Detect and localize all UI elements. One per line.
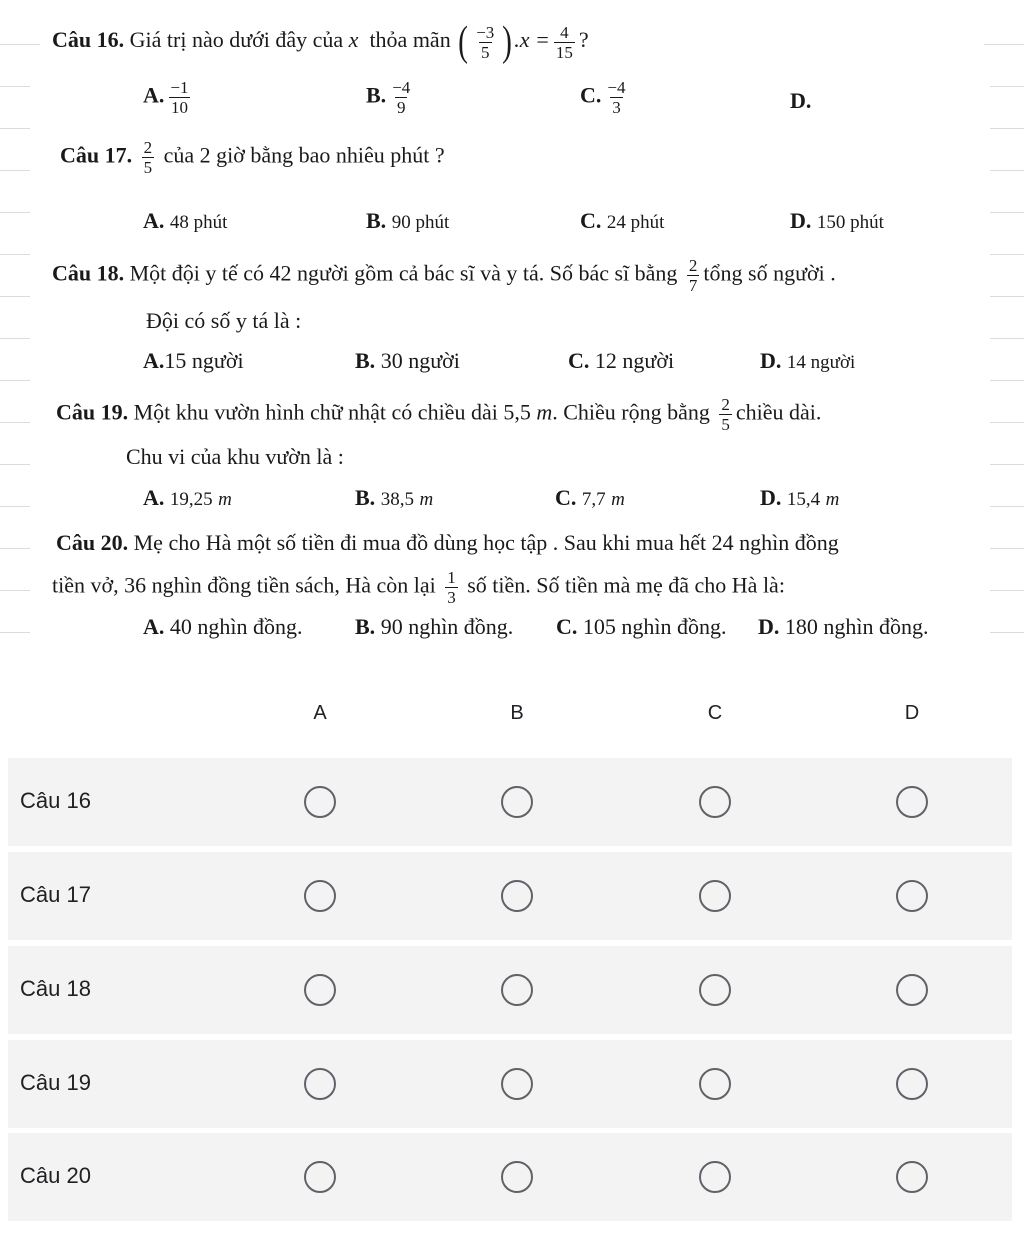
fraction-denominator: 3	[612, 98, 621, 117]
fraction-numerator: 2	[688, 256, 698, 275]
radio-button[interactable]	[501, 1161, 533, 1193]
option-b	[355, 614, 513, 640]
fraction-denominator: 5	[143, 158, 153, 177]
fraction-denominator: 15	[555, 42, 573, 62]
question-text: chiều dài.	[735, 399, 822, 425]
rule-line	[990, 338, 1024, 339]
rule-line	[990, 506, 1024, 507]
fraction	[390, 78, 412, 117]
fraction	[687, 256, 700, 295]
option-b	[355, 485, 433, 513]
question-text: tổng số người .	[703, 260, 836, 286]
option-a	[143, 78, 194, 117]
option-text: 24 phút	[606, 212, 665, 233]
option-text: 90 phút	[391, 212, 450, 233]
grid-row-label: Câu 17	[20, 882, 91, 907]
question-number: Câu 18.	[52, 260, 125, 286]
grid-row	[8, 758, 1012, 846]
option-letter: C.	[556, 614, 578, 639]
option-letter: B.	[355, 485, 376, 510]
option-letter: A.	[143, 348, 165, 373]
option-letter: D.	[760, 348, 782, 373]
option-text: 150 phút	[816, 212, 884, 233]
radio-button[interactable]	[304, 1068, 336, 1100]
option-letter: C.	[555, 485, 577, 510]
question-17	[60, 138, 445, 177]
radio-button[interactable]	[304, 974, 336, 1006]
fraction-numerator: −4	[392, 78, 411, 97]
rule-line	[0, 422, 30, 423]
question-number: Câu 17.	[60, 142, 133, 168]
fraction-numerator: −3	[476, 22, 495, 42]
fraction-numerator: −4	[607, 78, 626, 97]
fraction	[554, 23, 575, 62]
option-letter: C.	[568, 348, 590, 373]
rule-line	[0, 506, 30, 507]
rule-line	[990, 422, 1024, 423]
option-a	[143, 614, 303, 640]
grid-column-header: D	[904, 702, 920, 724]
question-20-line2	[52, 568, 785, 607]
option-text: 180 nghìn đồng.	[784, 614, 929, 639]
question-text: Mẹ cho Hà một số tiền đi mua đồ dùng học tập . Sau khi mua hết 24 nghìn đồng	[133, 530, 839, 555]
grid-row-label: Câu 18	[20, 976, 91, 1001]
rule-line	[990, 632, 1024, 633]
fraction	[474, 23, 496, 62]
grid-column-header: B	[510, 702, 524, 724]
rule-line	[990, 296, 1024, 297]
option-letter: B.	[355, 614, 376, 639]
rule-line	[990, 590, 1024, 591]
option-a	[143, 485, 232, 513]
rule-line	[990, 86, 1024, 87]
radio-button[interactable]	[501, 1068, 533, 1100]
option-text: 105 nghìn đồng.	[582, 614, 727, 639]
question-18-line2: Đội có số y tá là :	[146, 308, 302, 333]
rule-line	[0, 170, 30, 171]
fraction-denominator: 9	[396, 98, 406, 117]
radio-button[interactable]	[304, 786, 336, 818]
unit: m	[536, 399, 553, 425]
question-number: Câu 16.	[52, 27, 125, 53]
fraction	[605, 78, 627, 117]
left-paren: (	[458, 19, 469, 65]
rule-line	[990, 254, 1024, 255]
radio-button[interactable]	[896, 880, 928, 912]
grid-row	[8, 1040, 1012, 1128]
radio-button[interactable]	[699, 880, 731, 912]
option-c	[568, 348, 674, 374]
option-b	[355, 348, 460, 374]
radio-button[interactable]	[896, 974, 928, 1006]
option-d	[790, 208, 884, 236]
equation-x: .x =	[514, 27, 550, 53]
option-c	[556, 614, 727, 640]
rule-line	[0, 254, 30, 255]
question-text: của 2 giờ bằng bao nhiêu phút ?	[163, 142, 445, 168]
rule-line	[0, 338, 30, 339]
option-text: 14 người	[786, 352, 856, 373]
option-letter: D.	[758, 614, 780, 639]
option-d	[760, 348, 855, 376]
rule-line	[990, 548, 1024, 549]
fraction-numerator: −1	[170, 78, 189, 97]
grid-row	[8, 946, 1012, 1034]
option-unit: m	[419, 489, 434, 510]
question-number: Câu 20.	[56, 530, 129, 555]
rule-line	[990, 464, 1024, 465]
grid-row-label: Câu 20	[20, 1163, 91, 1188]
radio-button[interactable]	[896, 1068, 928, 1100]
fraction-numerator: 2	[721, 395, 730, 414]
rule-line	[0, 380, 30, 381]
question-text: Một đội y tế có 42 người gồm cả bác sĩ và y tá. Số bác sĩ bằng	[129, 260, 678, 286]
option-letter: D.	[790, 88, 812, 113]
option-letter: B.	[366, 82, 387, 108]
option-c	[580, 208, 664, 236]
radio-button[interactable]	[699, 1161, 731, 1193]
question-18	[52, 256, 836, 295]
grid-row-label: Câu 16	[20, 788, 91, 813]
option-letter: B.	[366, 208, 387, 233]
option-unit: m	[218, 489, 232, 510]
rule-line	[0, 464, 30, 465]
radio-button[interactable]	[501, 974, 533, 1006]
rule-line	[0, 128, 30, 129]
radio-button[interactable]	[699, 786, 731, 818]
question-number: Câu 19.	[56, 399, 129, 425]
option-text: 90 nghìn đồng.	[380, 614, 514, 639]
option-c	[555, 485, 625, 513]
option-text: 40 nghìn đồng.	[169, 614, 303, 639]
option-letter: A.	[143, 614, 165, 639]
radio-button[interactable]	[896, 786, 928, 818]
option-letter: B.	[355, 348, 376, 373]
rule-line	[0, 212, 30, 213]
question-text: số tiền. Số tiền mà mẹ đã cho Hà là:	[467, 572, 785, 598]
question-16	[52, 19, 589, 65]
question-19	[56, 395, 821, 434]
fraction	[719, 395, 732, 434]
radio-button[interactable]	[699, 974, 731, 1006]
option-b	[366, 208, 449, 236]
rule-line	[990, 128, 1024, 129]
question-text: tiền vở, 36 nghìn đồng tiền sách, Hà còn lại	[52, 572, 436, 598]
grid-row	[8, 1133, 1012, 1221]
option-letter: A.	[143, 208, 165, 233]
grid-row-label: Câu 19	[20, 1070, 91, 1095]
option-d	[790, 88, 811, 114]
option-letter: C.	[580, 82, 602, 108]
question-text: Một khu vườn hình chữ nhật có chiều dài 5,5	[133, 399, 531, 425]
fraction-denominator: 5	[721, 415, 730, 434]
question-text: Giá trị nào dưới đây của	[129, 27, 344, 53]
option-c	[580, 78, 631, 117]
option-b	[366, 78, 416, 117]
option-value: 15,4	[786, 489, 821, 510]
option-text: 48 phút	[169, 212, 228, 233]
fraction	[142, 138, 155, 177]
question-text: . Chiều rộng bằng	[552, 399, 710, 425]
option-value: 38,5	[380, 489, 414, 510]
option-letter: A.	[143, 82, 165, 108]
option-d	[760, 485, 839, 513]
option-unit: m	[611, 489, 625, 510]
fraction-numerator: 4	[560, 22, 569, 42]
rule-line	[0, 86, 30, 87]
option-letter: D.	[760, 485, 782, 510]
option-text: 30 người	[380, 348, 460, 373]
fraction-denominator: 7	[688, 276, 698, 295]
rule-line	[984, 44, 1024, 45]
rule-line	[0, 632, 30, 633]
radio-button[interactable]	[304, 880, 336, 912]
question-19-line2: Chu vi của khu vườn là :	[126, 444, 344, 469]
grid-column-header: A	[313, 702, 327, 724]
question-mark: ?	[578, 27, 589, 53]
fraction	[445, 568, 458, 607]
option-a	[143, 348, 244, 374]
grid-row	[8, 852, 1012, 940]
fraction-denominator: 5	[481, 42, 490, 62]
rule-line	[0, 548, 30, 549]
option-a	[143, 208, 227, 236]
rule-line	[990, 212, 1024, 213]
radio-button[interactable]	[501, 880, 533, 912]
rule-line	[0, 296, 30, 297]
variable-x: x	[348, 27, 359, 53]
option-d	[758, 614, 929, 640]
option-text: 15 người	[164, 348, 244, 373]
grid-column-header: C	[707, 702, 723, 724]
radio-button[interactable]	[699, 1068, 731, 1100]
fraction-numerator: 1	[447, 568, 456, 587]
option-unit: m	[825, 489, 840, 510]
rule-line	[0, 590, 30, 591]
question-20	[56, 530, 839, 556]
question-text: thỏa mãn	[369, 27, 451, 53]
rule-line	[0, 44, 40, 45]
option-letter: C.	[580, 208, 602, 233]
fraction-numerator: 2	[143, 138, 153, 157]
fraction-denominator: 3	[447, 588, 456, 607]
fraction	[168, 78, 190, 117]
option-letter: D.	[790, 208, 812, 233]
right-paren: )	[502, 19, 513, 65]
option-value: 19,25	[169, 489, 213, 510]
fraction-denominator: 10	[170, 98, 188, 117]
option-letter: A.	[143, 485, 165, 510]
rule-line	[990, 170, 1024, 171]
option-value: 7,7	[581, 489, 606, 510]
radio-button[interactable]	[304, 1161, 336, 1193]
option-text: 12 người	[594, 348, 675, 373]
rule-line	[990, 380, 1024, 381]
radio-button[interactable]	[896, 1161, 928, 1193]
radio-button[interactable]	[501, 786, 533, 818]
